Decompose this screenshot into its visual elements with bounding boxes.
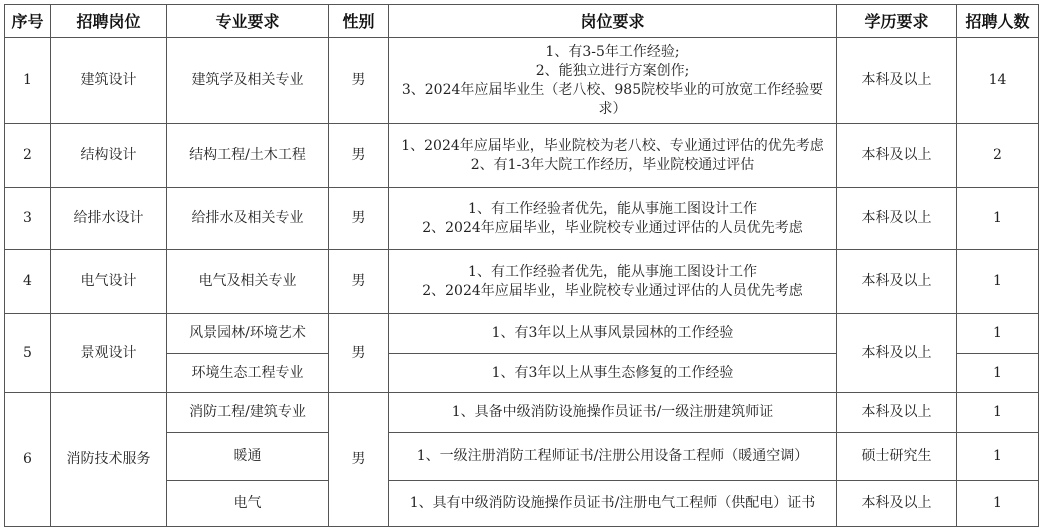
row-education: 硕士研究生: [837, 433, 957, 481]
requirement-line: 2、2024年应届毕业，毕业院校专业通过评估的人员优先考虑: [422, 219, 803, 236]
row-position: 电气设计: [51, 250, 167, 314]
row-count: 1: [957, 393, 1039, 433]
header-major: 专业要求: [167, 5, 329, 38]
header-education: 学历要求: [837, 5, 957, 38]
recruitment-table: [4, 4, 1039, 527]
row-no: 5: [5, 314, 51, 393]
row-position: 建筑设计: [51, 38, 167, 124]
header-gender: 性别: [329, 5, 389, 38]
row-education: 本科及以上: [837, 393, 957, 433]
header-no: 序号: [5, 5, 51, 38]
header-position: 招聘岗位: [51, 5, 167, 38]
row-major: 风景园林/环境艺术: [167, 314, 329, 354]
requirement-line: 1、有3-5年工作经验;: [545, 43, 680, 60]
header-count: 招聘人数: [957, 5, 1039, 38]
table-row: [5, 393, 1039, 433]
row-requirements: 1、有3年以上从事生态修复的工作经验: [389, 354, 837, 393]
row-no: 4: [5, 250, 51, 314]
row-no: 6: [5, 393, 51, 527]
row-no: 2: [5, 124, 51, 188]
row-position: 结构设计: [51, 124, 167, 188]
row-requirements: [389, 250, 837, 314]
row-position: 给排水设计: [51, 188, 167, 250]
row-gender: 男: [329, 393, 389, 527]
requirement-line: 3、2024年应届毕业生（老八校、985院校毕业的可放宽工作经验要求）: [401, 81, 824, 117]
row-gender: 男: [329, 314, 389, 393]
row-count: 2: [957, 124, 1039, 188]
row-position: 景观设计: [51, 314, 167, 393]
requirement-line: 1、2024年应届毕业，毕业院校为老八校、专业通过评估的优先考虑: [401, 137, 824, 154]
row-education: 本科及以上: [837, 38, 957, 124]
row-major: 消防工程/建筑专业: [167, 393, 329, 433]
row-requirements: [389, 188, 837, 250]
table-row: [5, 250, 1039, 314]
requirement-line: 1、有工作经验者优先，能从事施工图设计工作: [468, 263, 757, 280]
table-row: [5, 124, 1039, 188]
row-gender: 男: [329, 250, 389, 314]
row-education: 本科及以上: [837, 481, 957, 527]
row-major: 建筑学及相关专业: [167, 38, 329, 124]
header-requirements: 岗位要求: [389, 5, 837, 38]
row-count: 1: [957, 354, 1039, 393]
row-major: 给排水及相关专业: [167, 188, 329, 250]
row-gender: 男: [329, 188, 389, 250]
row-requirements: 1、具有中级消防设施操作员证书/注册电气工程师（供配电）证书: [389, 481, 837, 527]
row-no: 1: [5, 38, 51, 124]
row-gender: 男: [329, 38, 389, 124]
row-major: 环境生态工程专业: [167, 354, 329, 393]
row-education: 本科及以上: [837, 314, 957, 393]
row-count: 14: [957, 38, 1039, 124]
row-requirements: 1、一级注册消防工程师证书/注册公用设备工程师（暖通空调）: [389, 433, 837, 481]
row-count: 1: [957, 314, 1039, 354]
row-gender: 男: [329, 124, 389, 188]
row-major: 暖通: [167, 433, 329, 481]
row-education: 本科及以上: [837, 188, 957, 250]
table-row: [5, 314, 1039, 354]
row-count: 1: [957, 433, 1039, 481]
row-education: 本科及以上: [837, 250, 957, 314]
header-row: [5, 5, 1039, 38]
row-education: 本科及以上: [837, 124, 957, 188]
row-count: 1: [957, 250, 1039, 314]
row-count: 1: [957, 481, 1039, 527]
row-major: 电气: [167, 481, 329, 527]
requirement-line: 2、能独立进行方案创作;: [535, 62, 690, 79]
requirement-line: 2、有1-3年大院工作经历，毕业院校通过评估: [470, 156, 755, 173]
row-major: 电气及相关专业: [167, 250, 329, 314]
requirement-line: 2、2024年应届毕业，毕业院校专业通过评估的人员优先考虑: [422, 282, 803, 299]
row-position: 消防技术服务: [51, 393, 167, 527]
row-count: 1: [957, 188, 1039, 250]
row-major: 结构工程/土木工程: [167, 124, 329, 188]
row-no: 3: [5, 188, 51, 250]
row-requirements: [389, 124, 837, 188]
table-row: [5, 188, 1039, 250]
row-requirements: 1、有3年以上从事风景园林的工作经验: [389, 314, 837, 354]
table-row: [5, 38, 1039, 124]
row-requirements: [389, 38, 837, 124]
requirement-line: 1、有工作经验者优先，能从事施工图设计工作: [468, 200, 757, 217]
row-requirements: 1、具备中级消防设施操作员证书/一级注册建筑师证: [389, 393, 837, 433]
